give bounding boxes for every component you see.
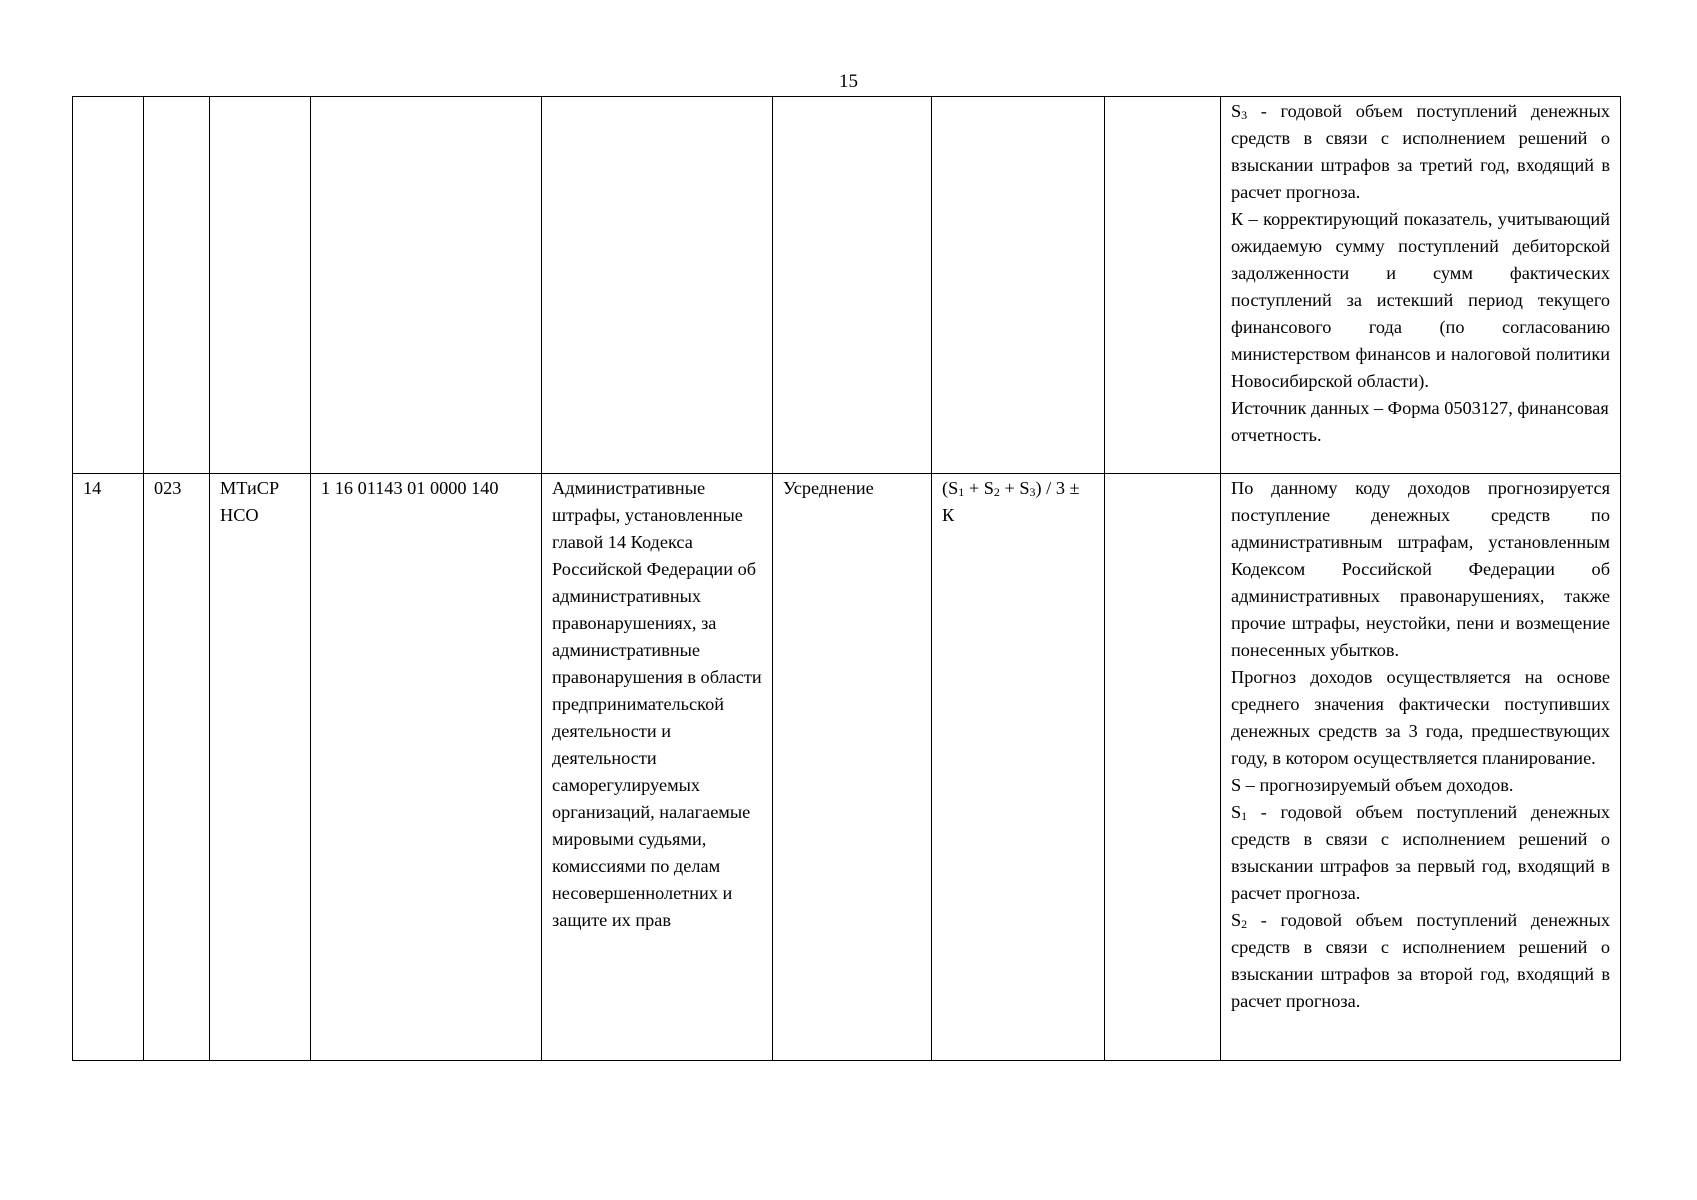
description-paragraph: $S_1$ - годовой объем поступлений денежных средств в связи с исполнением решений о взыскании штрафов за первый год, входящий в расчет прогноза. <box>1231 802 1610 903</box>
description-paragraph: Прогноз доходов осуществляется на основе среднего значения фактически поступивших денежных средств за 3 года, предшествующих году, в котором осуществляется планирование. <box>1231 667 1610 768</box>
description-paragraph: $S_3$ - годовой объем поступлений денежных средств в связи с исполнением решений о взыскании штрафов за третий год, входящий в расчет прогноза. <box>1231 101 1610 202</box>
table-row-continuation <box>73 97 1621 474</box>
revenue-forecast-table <box>72 96 1621 1061</box>
cell-method <box>773 97 932 474</box>
cell-description <box>1221 474 1621 1061</box>
cell-method: Усреднение <box>773 474 932 1061</box>
cell-number: 14 <box>73 474 144 1061</box>
description-paragraph: $S_2$ - годовой объем поступлений денежных средств в связи с исполнением решений о взыскании штрафов за второй год, входящий в расчет прогноза. <box>1231 910 1610 1011</box>
cell-admin <box>210 97 311 474</box>
cell-code: 023 <box>144 474 210 1061</box>
cell-description <box>1221 97 1621 474</box>
cell-extra <box>1105 97 1221 474</box>
description-paragraph: S – прогнозируемый объем доходов. <box>1231 775 1514 795</box>
cell-admin: МТиСР НСО <box>210 474 311 1061</box>
formula: $(S_1 + S_2 + S_3) / 3 \pm К$ <box>942 478 1080 525</box>
description-paragraph: К – корректирующий показатель, учитывающий ожидаемую сумму поступлений дебиторской задолженности и сумм фактических поступлений за истекший период текущего финансового года (по согласованию министерством финансов и налоговой политики Новосибирской области). <box>1231 209 1610 391</box>
description-paragraph: По данному коду доходов прогнозируется поступление денежных средств по административным штрафам, установленным Кодексом Российской Федерации об административных правонарушениях, также прочие штрафы, неустойки, пени и возмещение понесенных убытков. <box>1231 478 1610 660</box>
cell-formula <box>932 97 1105 474</box>
cell-number <box>73 97 144 474</box>
page-number: 15 <box>839 71 858 92</box>
cell-extra <box>1105 474 1221 1061</box>
cell-kbk: 1 16 01143 01 0000 140 <box>311 474 542 1061</box>
table-row-14 <box>73 474 1621 1061</box>
cell-name <box>542 97 773 474</box>
cell-name: Административные штрафы, установленные главой 14 Кодекса Российской Федерации об административных правонарушениях, за административные правонарушения в области предпринимательской деятельности и деятельности саморегулируемых организаций, налагаемые мировыми судьями, комиссиями по делам несовершеннолетних и защите их прав <box>542 474 773 1061</box>
cell-code <box>144 97 210 474</box>
description-paragraph: Источник данных – Форма 0503127, финансовая отчетность. <box>1231 398 1609 445</box>
cell-kbk <box>311 97 542 474</box>
cell-formula <box>932 474 1105 1061</box>
